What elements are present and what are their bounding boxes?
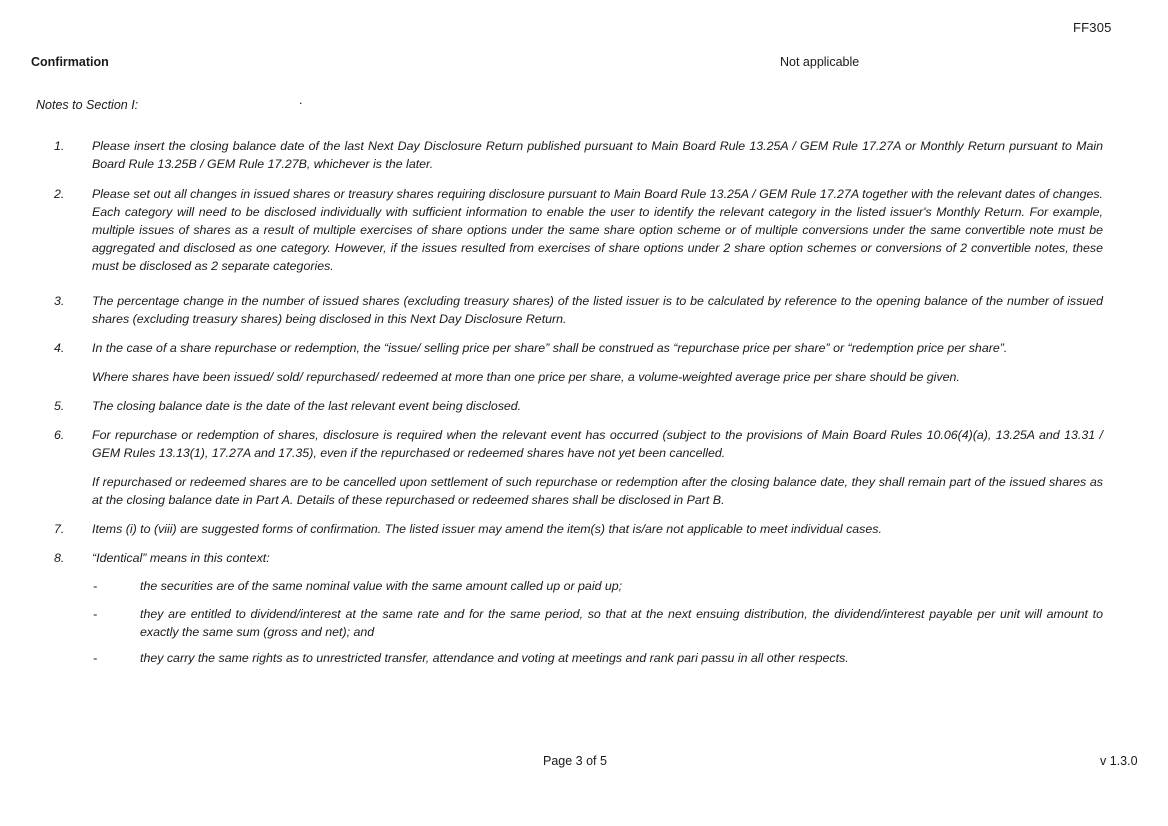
note-8-bullet-3 (0, 649, 1168, 667)
note-number: 7. (54, 522, 65, 536)
note-paragraph: The percentage change in the number of issued shares (excluding treasury shares) of the listed issuer is to be calculated by reference to the opening balance of the number of issued shares (excluding treasury shares) being disclosed in this Next Day Disclosure Return. (92, 294, 1103, 326)
bullet-dash: - (93, 579, 98, 593)
confirmation-label: Confirmation (31, 55, 109, 69)
note-8-bullet-1 (0, 577, 1168, 595)
note-item-6 (0, 426, 1168, 462)
bullet-paragraph: they carry the same rights as to unrestricted transfer, attendance and voting at meetings and rank pari passu in all other respects. (140, 651, 849, 665)
form-code: FF305 (1073, 20, 1112, 35)
note-number: 2. (54, 187, 65, 201)
note-number: 1. (54, 139, 65, 153)
note-number: 8. (54, 551, 65, 565)
note-paragraph: In the case of a share repurchase or redemption, the “issue/ selling price per share” shall be construed as “repurchase price per share” or “redemption price per share”. (92, 341, 1008, 355)
note-item-4 (0, 339, 1168, 357)
note-paragraph: Items (i) to (viii) are suggested forms of confirmation. The listed issuer may amend the item(s) that is/are not applicable to meet individual cases. (92, 522, 882, 536)
note-item-8 (0, 549, 1168, 567)
page-number: Page 3 of 5 (543, 754, 607, 768)
note-item-1 (0, 137, 1168, 173)
note-number: 5. (54, 399, 65, 413)
note-paragraph: Please insert the closing balance date of the last Next Day Disclosure Return published pursuant to Main Board Rule 13.25A / GEM Rule 17.27A or Monthly Return pursuant to Main Board Rule 13.25B / GEM Rule 17.27B, whichever is the later. (92, 139, 1103, 171)
note-paragraph: Please set out all changes in issued shares or treasury shares requiring disclosure pursuant to Main Board Rule 13.25A / GEM Rule 17.27A together with the relevant dates of changes. Each category will need to be disclosed individually with sufficient information to enable the user to identify the relevant category in the listed issuer's Monthly Return. For example, multiple issues of shares as a result of multiple exercises of share options under the same share option scheme or of multiple conversions under the same convertible note must be aggregated and disclosed as one category. However, if the issues resulted from exercises of share options under 2 share option schemes or conversions of 2 convertible notes, these must be disclosed as 2 separate categories. (92, 187, 1103, 273)
note-number: 4. (54, 341, 65, 355)
note-paragraph: “Identical” means in this context: (92, 551, 270, 565)
note-paragraph: If repurchased or redeemed shares are to be cancelled upon settlement of such repurchase or redemption after the closing balance date, they shall remain part of the issued shares as at the closing balance date in Part A. Details of these repurchased or redeemed shares shall be disclosed in Part B. (92, 475, 1103, 507)
note-item-3 (0, 292, 1168, 328)
note-number: 3. (54, 294, 65, 308)
note-item-4-continued (0, 368, 1168, 386)
note-8-bullet-2 (0, 605, 1168, 641)
bullet-dash: - (93, 607, 98, 621)
bullet-paragraph: they are entitled to dividend/interest at the same rate and for the same period, so that at the next ensuing distribution, the dividend/interest payable per unit will amount to exactly the same sum (gross and net); and (140, 607, 1103, 639)
note-item-7 (0, 520, 1168, 538)
note-paragraph: Where shares have been issued/ sold/ repurchased/ redeemed at more than one price per share, a volume-weighted average price per share should be given. (92, 370, 960, 384)
bullet-dash: - (93, 651, 98, 665)
note-paragraph: The closing balance date is the date of the last relevant event being disclosed. (92, 399, 522, 413)
notes-section-title: Notes to Section I: (36, 98, 139, 112)
note-item-2 (0, 185, 1168, 275)
note-item-6-continued (0, 473, 1168, 509)
note-number: 6. (54, 428, 65, 442)
stray-dot-mark: . (299, 93, 303, 107)
version-label: v 1.3.0 (1100, 754, 1138, 768)
bullet-paragraph: the securities are of the same nominal value with the same amount called up or paid up; (140, 579, 623, 593)
note-item-5 (0, 397, 1168, 415)
note-paragraph: For repurchase or redemption of shares, disclosure is required when the relevant event has occurred (subject to the provisions of Main Board Rules 10.06(4)(a), 13.25A and 13.31 / GEM Rules 13.13(1), 17.27A and 17.35), even if the repurchased or redeemed shares have not yet been cancelled. (92, 428, 1103, 460)
confirmation-value: Not applicable (780, 55, 860, 69)
